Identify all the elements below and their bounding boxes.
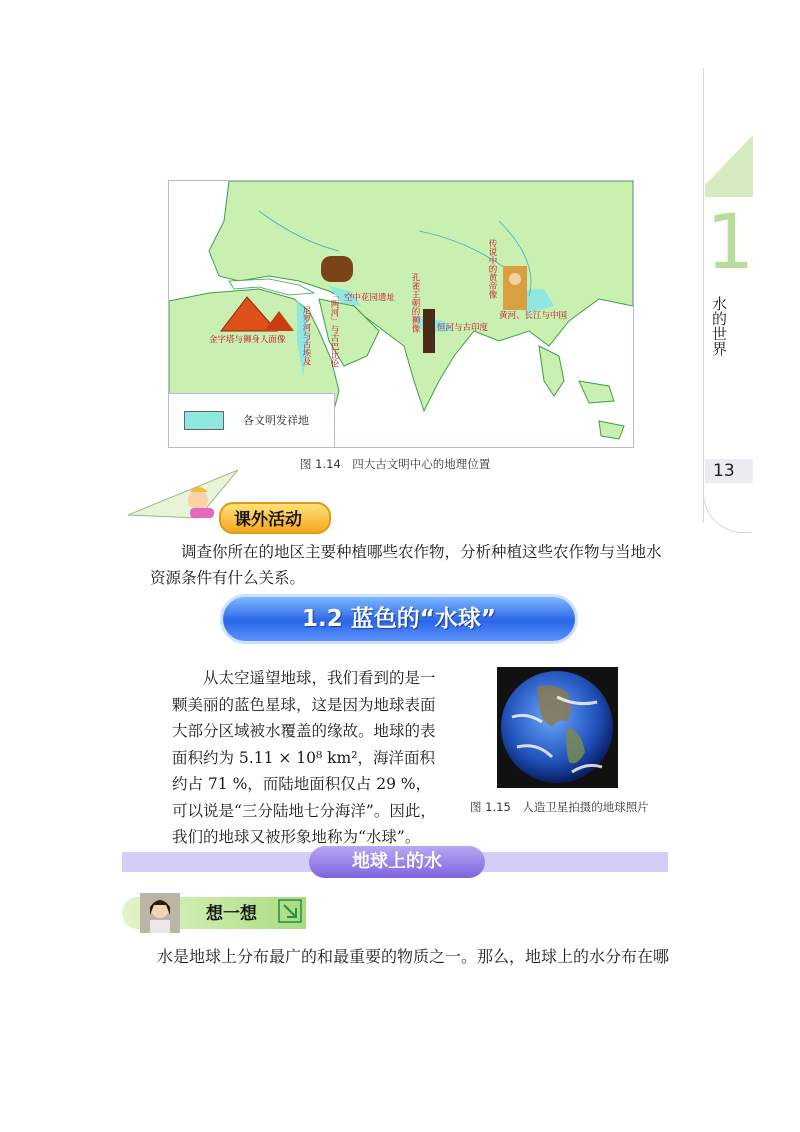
label-yellow-emperor: 传说中的黄帝像 — [487, 239, 497, 299]
activity-title: 课外活动 — [234, 510, 302, 530]
page-number: 13 — [713, 461, 735, 481]
think-photo — [140, 893, 180, 933]
intro-paragraph: 从太空遥望地球，我们看到的是一颗美丽的蓝色星球，这是因为地球表面大部分区域被水覆盖的缘故。地球的表面积约为 5.11 × 10⁸ km²，海洋面积约占 71 %，而陆地面积仅占 29 %，可以说是“三分陆地七分海洋”。因此，我们的地球又被形象地称为“水球”。 — [172, 669, 436, 846]
map-legend — [169, 393, 335, 448]
earth-photo — [497, 667, 618, 788]
figure-caption-1-15: 图 1.15 人造卫星拍摄的地球照片 — [470, 800, 649, 814]
subsection-title: 地球上的水 — [352, 851, 442, 872]
chapter-tab-bar — [705, 185, 753, 197]
yellow-emperor-picture — [503, 266, 527, 310]
lion-capital-picture — [423, 309, 435, 353]
label-peacock-dynasty: 孔雀王朝的狮像 — [410, 273, 420, 333]
islands — [579, 381, 624, 439]
earth-graphic — [497, 667, 618, 788]
chapter-tab-triangle — [705, 135, 753, 185]
label-china: 黄河、长江与中国 — [499, 311, 568, 321]
southeast-asia-landmass — [539, 346, 564, 396]
label-two-rivers: 「两河」与古巴比伦 — [329, 291, 339, 368]
label-hanging-gardens: 空中花园遗址 — [344, 293, 396, 303]
label-pyramid: 金字塔与狮身人面像 — [209, 335, 286, 345]
chapter-number: 1 — [706, 197, 755, 286]
section-title: 1.2 蓝色的“水球” — [302, 606, 496, 632]
hanging-gardens-picture — [321, 256, 353, 282]
margin-line — [703, 68, 704, 523]
chapter-title: 水的世界 — [710, 296, 728, 356]
label-ganges: 恒河与古印度 — [437, 323, 489, 333]
thinking-girl-picture — [140, 893, 180, 933]
legend-label: 各文明发祥地 — [243, 414, 309, 427]
activity-text: 调查你所在的地区主要种植哪些农作物，分析种植这些农作物与当地水资源条件有什么关系。 — [150, 543, 662, 587]
figure-caption-1-14: 图 1.14 四大古文明中心的地理位置 — [300, 457, 491, 471]
think-title: 想一想 — [206, 904, 257, 924]
margin-curve — [703, 480, 752, 533]
arrow-down-right-icon — [278, 899, 302, 923]
civilizations-map — [168, 180, 634, 448]
water-paragraph: 水是地球上分布最广的和最重要的物质之一。那么，地球上的水分布在哪 — [157, 947, 670, 966]
legend-swatch — [184, 411, 224, 430]
label-nile: 尼罗河与古埃及 — [301, 306, 311, 366]
